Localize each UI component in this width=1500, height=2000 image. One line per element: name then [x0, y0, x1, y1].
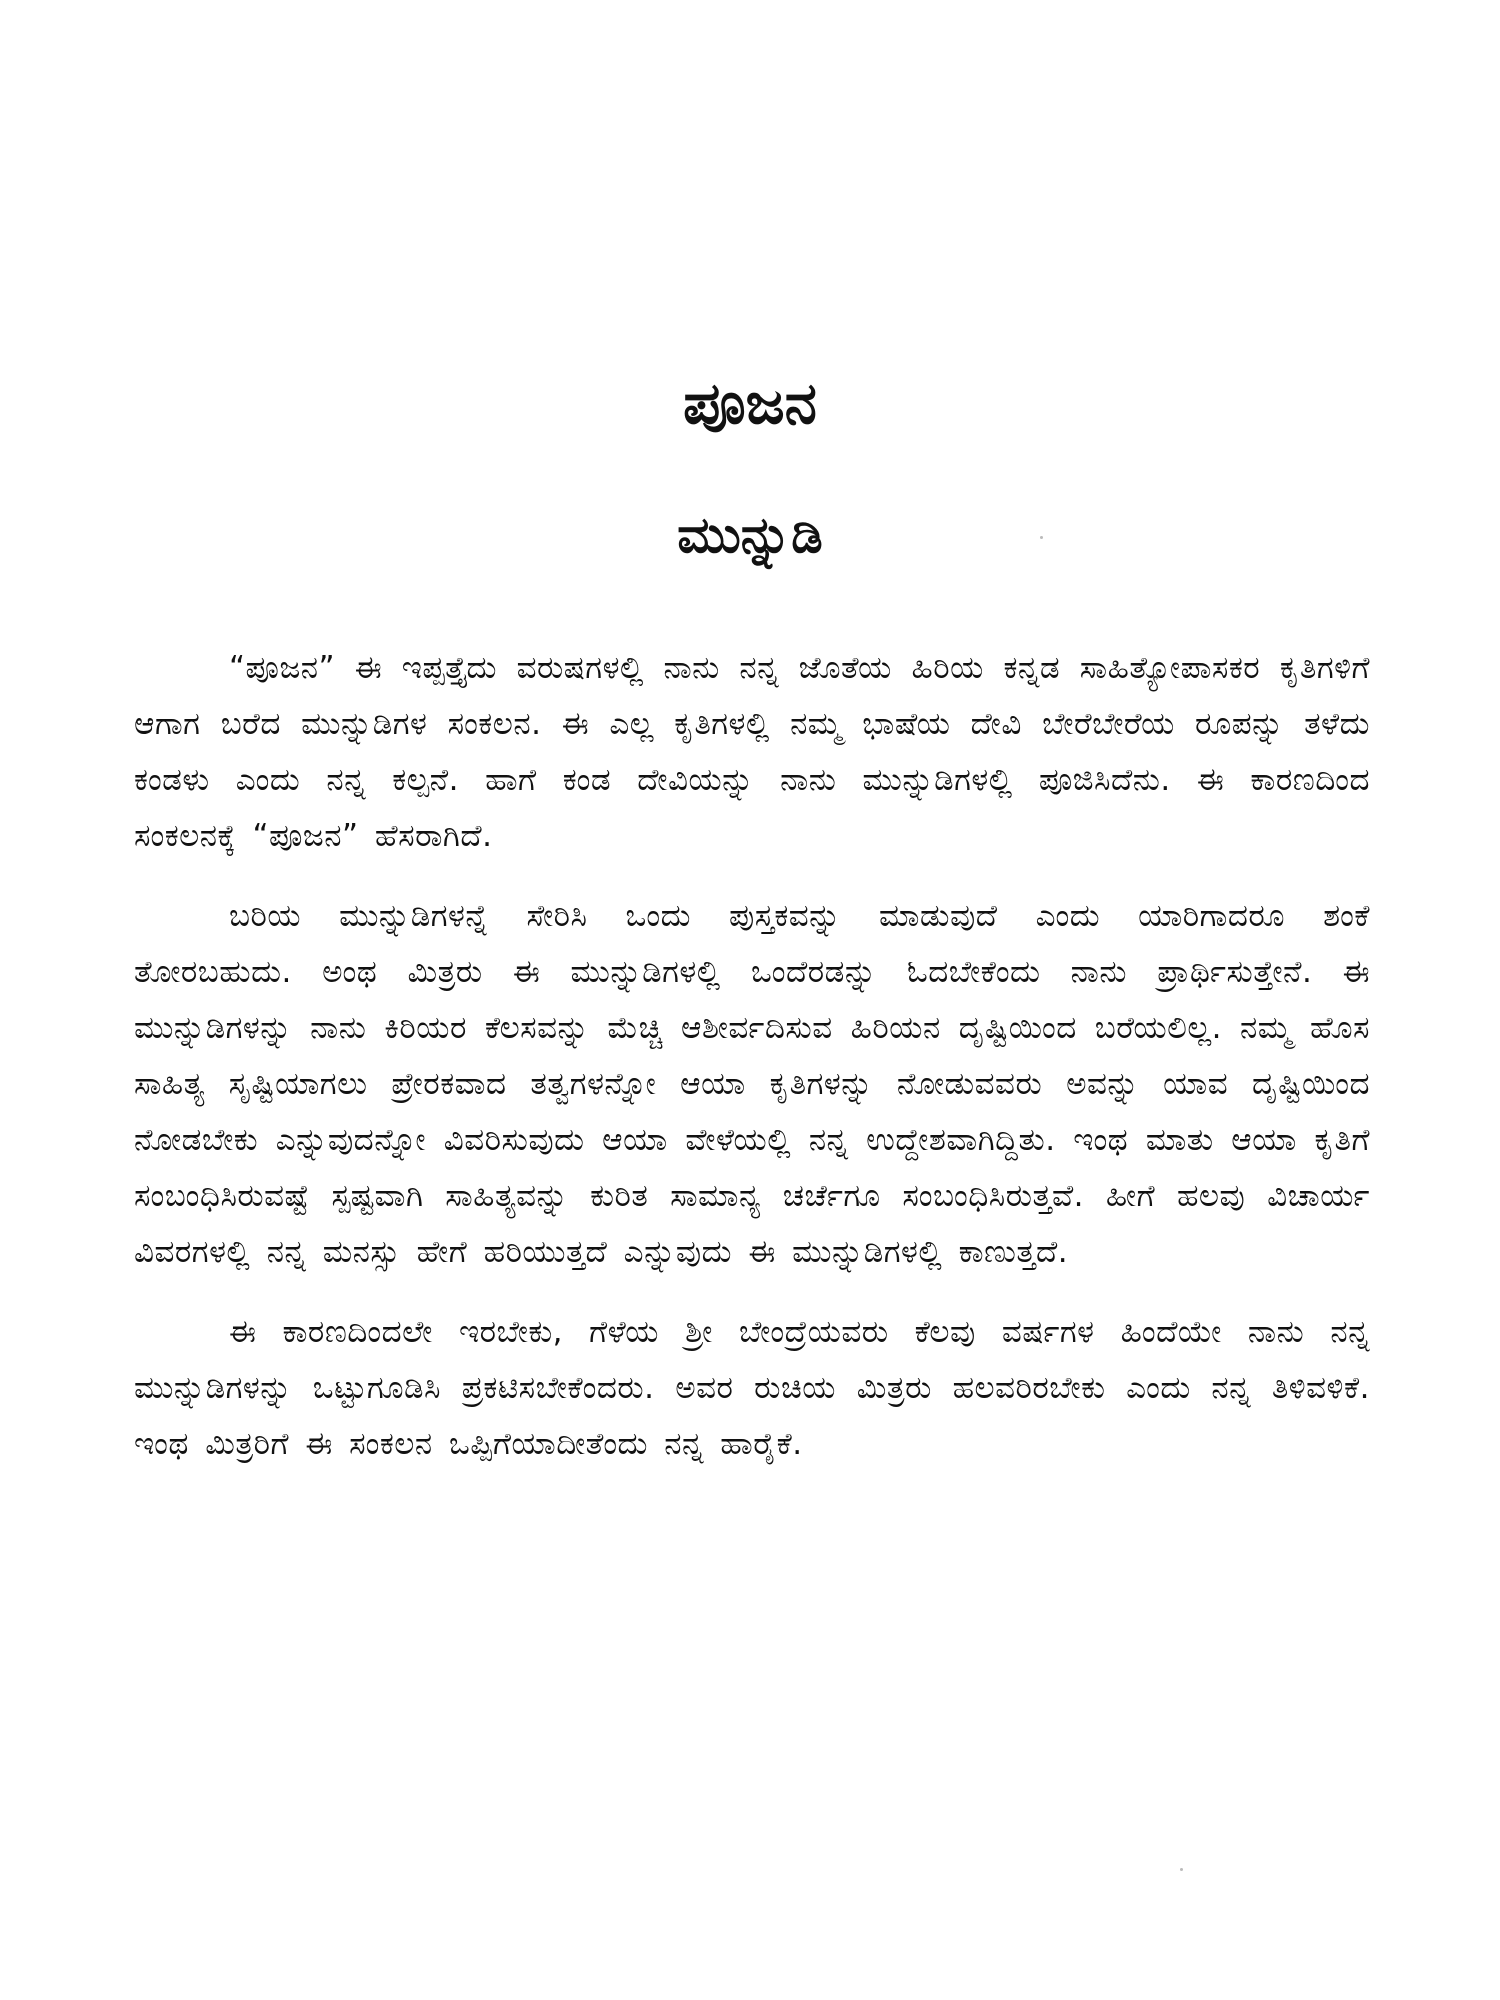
paragraph-3: ಈ ಕಾರಣದಿಂದಲೇ ಇರಬೇಕು, ಗೆಳೆಯ ಶ್ರೀ ಬೇಂದ್ರೆಯವರು ಕೆಲವು ವರ್ಷಗಳ ಹಿಂದೆಯೇ ನಾನು ನನ್ನ ಮುನ್ನುಡಿಗಳನ್ನು ಒಟ್ಟುಗೂಡಿಸಿ ಪ್ರಕಟಿಸಬೇಕೆಂದರು. ಅವರ ರುಚಿಯ ಮಿತ್ರರು ಹಲವರಿರಬೇಕು ಎಂದು ನನ್ನ ತಿಳಿವಳಿಕೆ. ಇಂಥ ಮಿತ್ರರಿಗೆ ಈ ಸಂಕಲನ ಒಪ್ಪಿಗೆಯಾದೀತೆಂದು ನನ್ನ ಹಾರೈಕೆ.: [134, 1314, 1370, 1462]
paragraph-1: “ಪೂಜನ” ಈ ಇಪ್ಪತ್ತೈದು ವರುಷಗಳಲ್ಲಿ ನಾನು ನನ್ನ ಜೊತೆಯ ಹಿರಿಯ ಕನ್ನಡ ಸಾಹಿತ್ಯೋಪಾಸಕರ ಕೃತಿಗಳಿಗೆ ಆಗಾಗ ಬರೆದ ಮುನ್ನುಡಿಗಳ ಸಂಕಲನ. ಈ ಎಲ್ಲ ಕೃತಿಗಳಲ್ಲಿ ನಮ್ಮ ಭಾಷೆಯ ದೇವಿ ಬೇರೆಬೇರೆಯ ರೂಪನ್ನು ತಳೆದು ಕಂಡಳು ಎಂದು ನನ್ನ ಕಲ್ಪನೆ. ಹಾಗೆ ಕಂಡ ದೇವಿಯನ್ನು ನಾನು ಮುನ್ನುಡಿಗಳಲ್ಲಿ ಪೂಜಿಸಿದೆನು. ಈ ಕಾರಣದಿಂದ ಸಂಕಲನಕ್ಕೆ “ಪೂಜನ” ಹೆಸರಾಗಿದೆ.: [134, 650, 1370, 854]
paragraph-2: ಬರಿಯ ಮುನ್ನುಡಿಗಳನ್ನೆ ಸೇರಿಸಿ ಒಂದು ಪುಸ್ತಕವನ್ನು ಮಾಡುವುದೆ ಎಂದು ಯಾರಿಗಾದರೂ ಶಂಕೆ ತೋರಬಹುದು. ಅಂಥ ಮಿತ್ರರು ಈ ಮುನ್ನುಡಿಗಳಲ್ಲಿ ಒಂದೆರಡನ್ನು ಓದಬೇಕೆಂದು ನಾನು ಪ್ರಾರ್ಥಿಸುತ್ತೇನೆ. ಈ ಮುನ್ನುಡಿಗಳನ್ನು ನಾನು ಕಿರಿಯರ ಕೆಲಸವನ್ನು ಮೆಚ್ಚಿ ಆಶೀರ್ವದಿಸುವ ಹಿರಿಯನ ದೃಷ್ಟಿಯಿಂದ ಬರೆಯಲಿಲ್ಲ. ನಮ್ಮ ಹೊಸ ಸಾಹಿತ್ಯ ಸೃಷ್ಟಿಯಾಗಲು ಪ್ರೇರಕವಾದ ತತ್ವಗಳನ್ನೋ ಆಯಾ ಕೃತಿಗಳನ್ನು ನೋಡುವವರು ಅವನ್ನು ಯಾವ ದೃಷ್ಟಿಯಿಂದ ನೋಡಬೇಕು ಎನ್ನುವುದನ್ನೋ ವಿವರಿಸುವುದು ಆಯಾ ವೇಳೆಯಲ್ಲಿ ನನ್ನ ಉದ್ದೇಶವಾಗಿದ್ದಿತು. ಇಂಥ ಮಾತು ಆಯಾ ಕೃತಿಗೆ ಸಂಬಂಧಿಸಿರುವಷ್ಟೆ ಸ್ಪಷ್ಟವಾಗಿ ಸಾಹಿತ್ಯವನ್ನು ಕುರಿತ ಸಾಮಾನ್ಯ ಚರ್ಚೆಗೂ ಸಂಬಂಧಿಸಿರುತ್ತವೆ. ಹೀಗೆ ಹಲವು ವಿಚಾರ್ಯ ವಿವರಗಳಲ್ಲಿ ನನ್ನ ಮನಸ್ಸು ಹೇಗೆ ಹರಿಯುತ್ತದೆ ಎನ್ನುವುದು ಈ ಮುನ್ನುಡಿಗಳಲ್ಲಿ ಕಾಣುತ್ತದೆ.: [134, 898, 1370, 1270]
body-text: [134, 640, 1370, 1496]
section-subtitle: ಮುನ್ನುಡಿ: [677, 506, 823, 564]
scan-speck: [1180, 1868, 1183, 1871]
scan-speck: [1040, 536, 1043, 539]
page-title: ಪೂಜನ: [683, 369, 817, 437]
